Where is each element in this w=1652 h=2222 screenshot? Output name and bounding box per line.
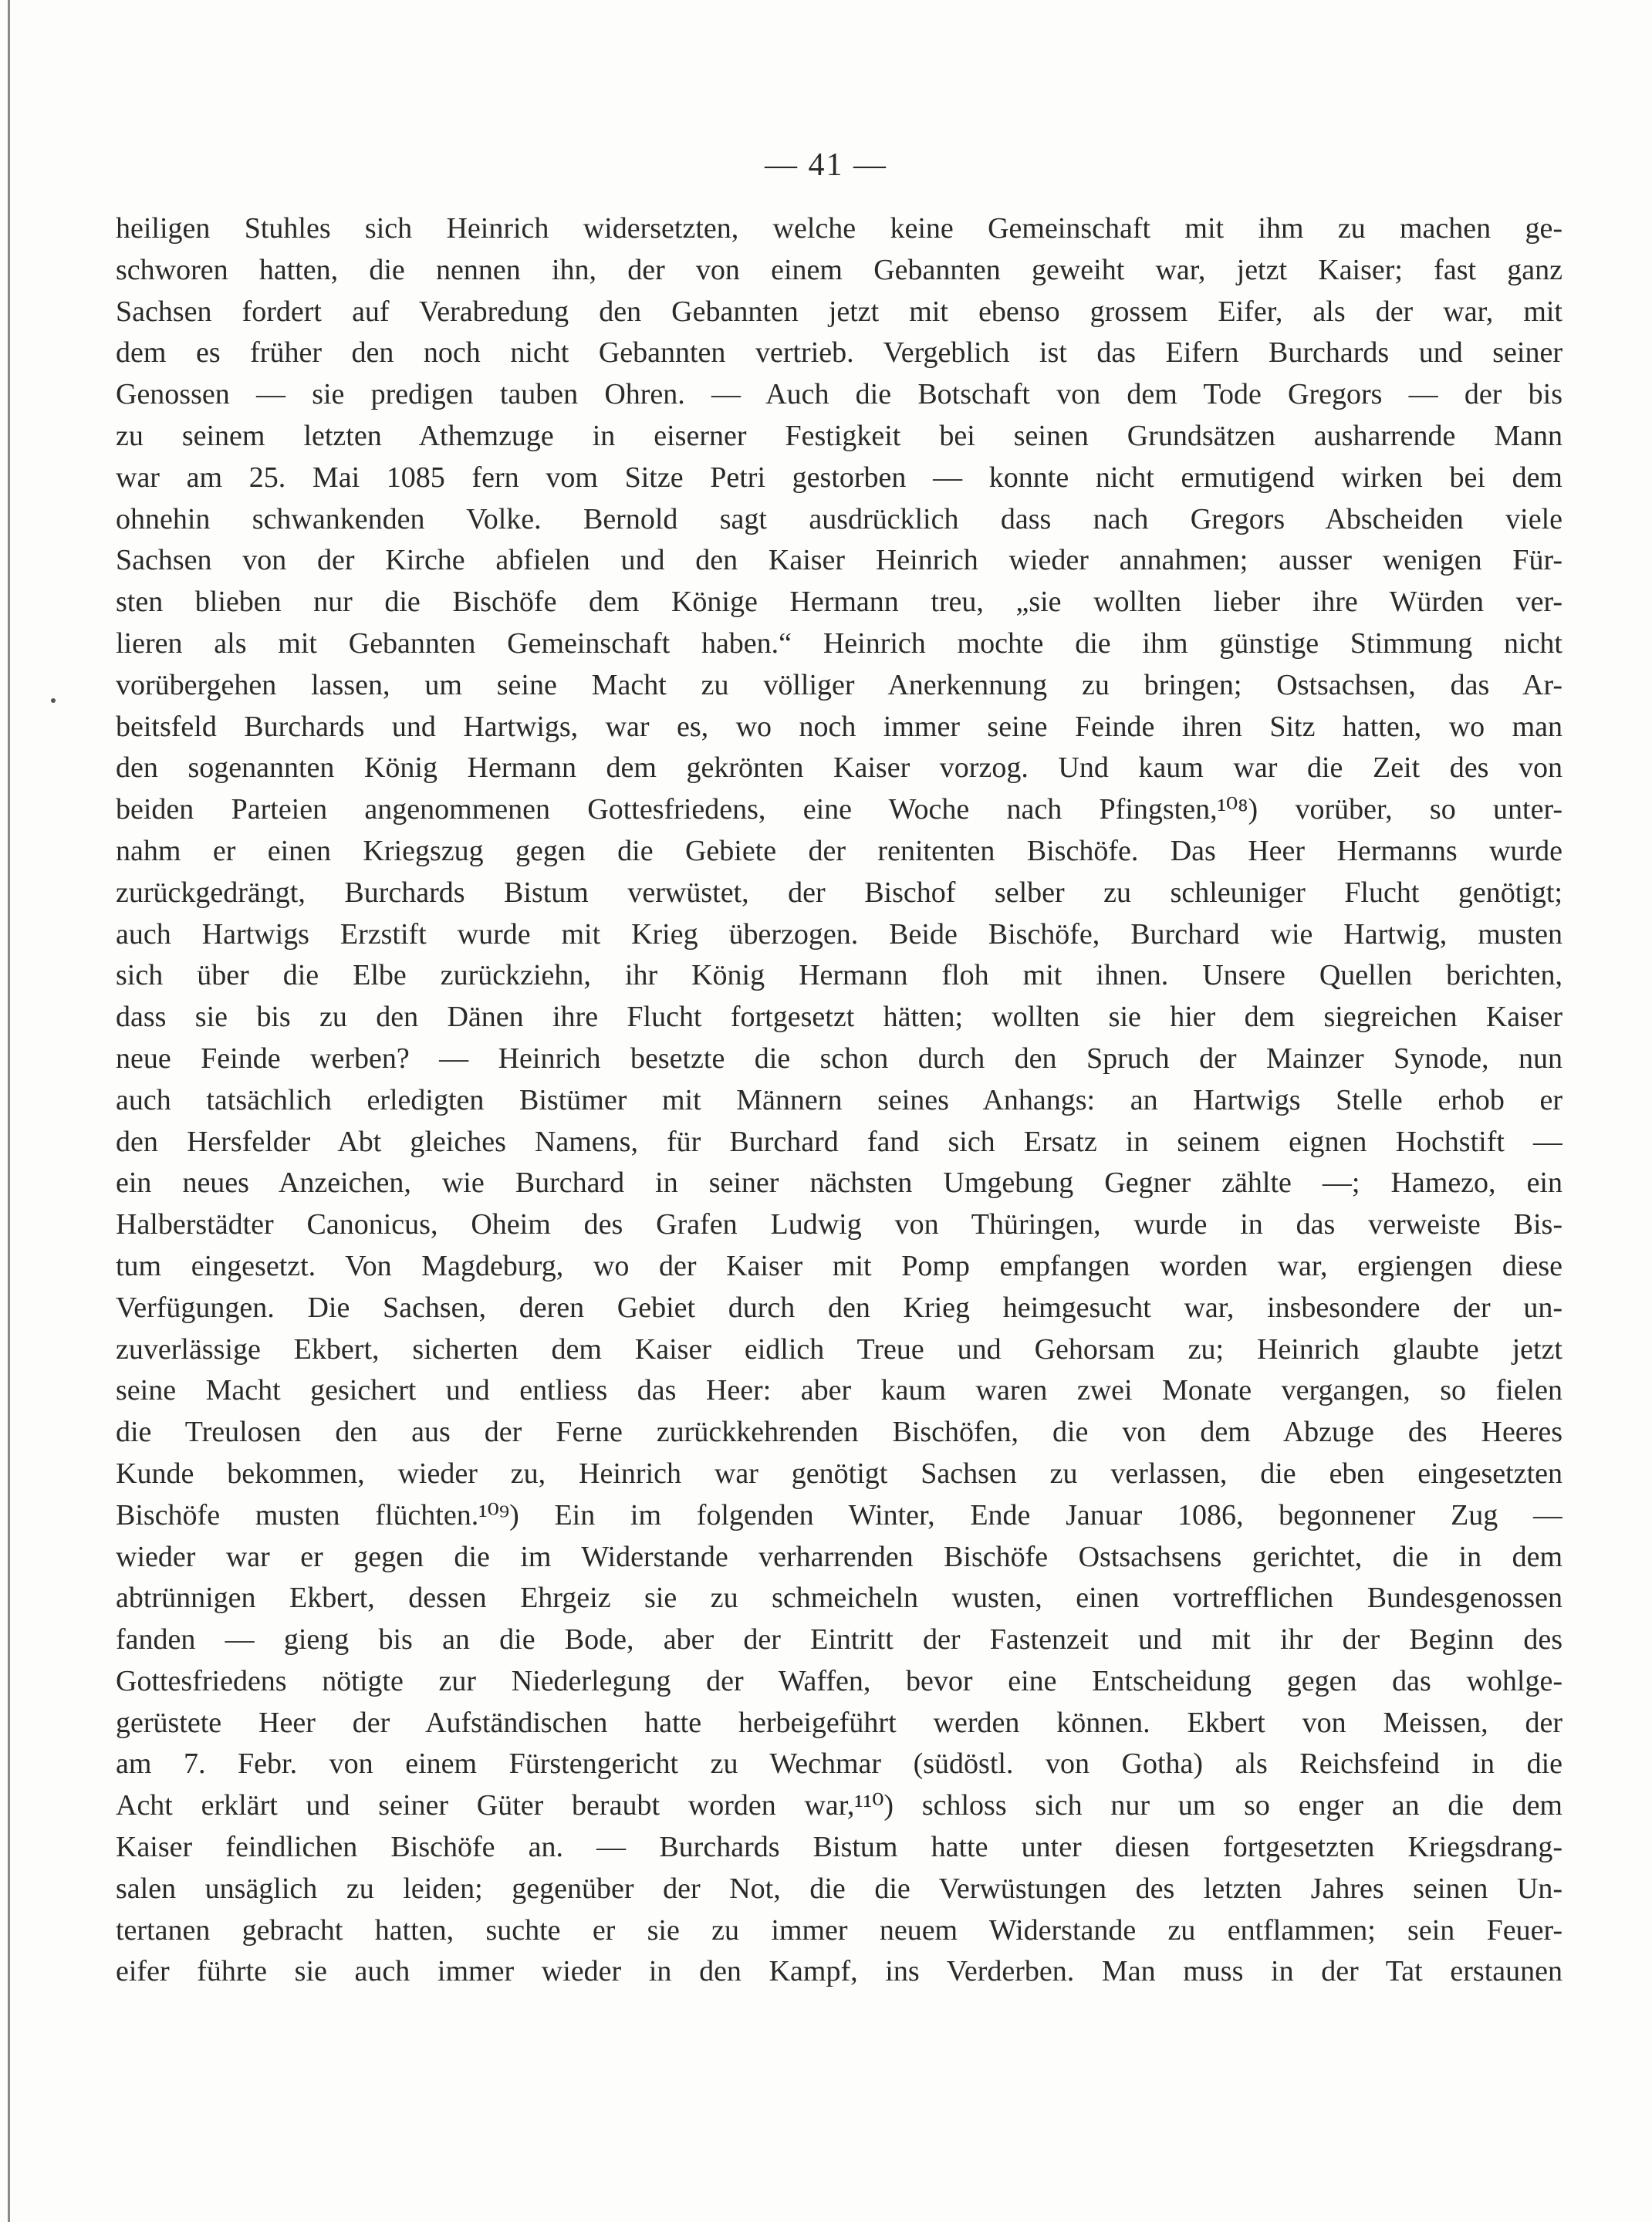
text-line: ohnehin schwankenden Volke. Bernold sagt ausdrücklich dass nach Gregors Abscheiden viele — [116, 502, 1562, 535]
text-line: Verfügungen. Die Sachsen, deren Gebiet durch den Krieg heimgesucht war, insbesondere der un- — [116, 1291, 1562, 1324]
text-line: sten blieben nur die Bischöfe dem Könige Hermann treu, „sie wollten lieber ihre Würden ver- — [116, 586, 1562, 619]
text-line: wieder war er gegen die im Widerstande verharrenden Bischöfe Ostsachsens gerichtet, die in dem — [116, 1540, 1562, 1573]
text-line: dem es früher den noch nicht Gebannten vertrieb. Vergeblich ist das Eifern Burchards und seiner — [116, 336, 1562, 370]
text-line: dass sie bis zu den Dänen ihre Flucht fortgesetzt hätten; wollten sie hier dem siegreichen Kaiser — [116, 1001, 1562, 1034]
text-line: beitsfeld Burchards und Hartwigs, war es, wo noch immer seine Feinde ihren Sitz hatten, wo man — [116, 710, 1562, 743]
text-line: Sachsen fordert auf Verabredung den Gebannten jetzt mit ebenso grossem Eifer, als der war, mit — [116, 295, 1562, 328]
text-line: lieren als mit Gebannten Gemeinschaft haben.“ Heinrich mochte die ihm günstige Stimmung nicht — [116, 626, 1562, 660]
text-line: Sachsen von der Kirche abfielen und den Kaiser Heinrich wieder annahmen; ausser wenigen Für- — [116, 544, 1562, 577]
text-line: am 7. Febr. von einem Fürstengericht zu Wechmar (südöstl. von Gotha) als Reichsfeind in die — [116, 1748, 1562, 1781]
text-line: Genossen — sie predigen tauben Ohren. — Auch die Botschaft von dem Tode Gregors — der bis — [116, 378, 1562, 411]
text-line: zuverlässige Ekbert, sicherten dem Kaiser eidlich Treue und Gehorsam zu; Heinrich glaubte jetzt — [116, 1332, 1562, 1366]
text-line: Gottesfriedens nötigte zur Niederlegung der Waffen, bevor eine Entscheidung gegen das wohlge- — [116, 1664, 1562, 1697]
text-line: auch tatsächlich erledigten Bistümer mit Männern seines Anhangs: an Hartwigs Stelle erhob er — [116, 1083, 1562, 1116]
text-line: schworen hatten, die nennen ihn, der von einem Gebannten geweiht war, jetzt Kaiser; fast ganz — [116, 253, 1562, 286]
text-line: Bischöfe musten flüchten.¹⁰⁹) Ein im folgenden Winter, Ende Januar 1086, begonnener Zug — — [116, 1498, 1562, 1531]
text-line: sich über die Elbe zurückziehn, ihr König Hermann floh mit ihnen. Unsere Quellen berichten, — [116, 959, 1562, 992]
body-text — [116, 208, 1562, 1993]
text-line: die Treulosen den aus der Ferne zurückkehrenden Bischöfen, die von dem Abzuge des Heeres — [116, 1416, 1562, 1449]
text-line: war am 25. Mai 1085 fern vom Sitze Petri gestorben — konnte nicht ermutigend wirken bei dem — [116, 461, 1562, 494]
text-line: Kaiser feindlichen Bischöfe an. — Burchards Bistum hatte unter diesen fortgesetzten Kriegsdrang- — [116, 1831, 1562, 1864]
text-line: fanden — gieng bis an die Bode, aber der Eintritt der Fastenzeit und mit ihr der Beginn des — [116, 1623, 1562, 1656]
text-line: gerüstete Heer der Aufständischen hatte herbeigeführt werden können. Ekbert von Meissen, der — [116, 1706, 1562, 1739]
text-line: vorübergehen lassen, um seine Macht zu völliger Anerkennung zu bringen; Ostsachsen, das Ar- — [116, 668, 1562, 701]
text-line: Kunde bekommen, wieder zu, Heinrich war genötigt Sachsen zu verlassen, die eben eingesetzten — [116, 1457, 1562, 1490]
text-line: zu seinem letzten Athemzuge in eiserner Festigkeit bei seinen Grundsätzen ausharrende Mann — [116, 419, 1562, 452]
text-line: salen unsäglich zu leiden; gegenüber der Not, die die Verwüstungen des letzten Jahres seinen Un- — [116, 1872, 1562, 1905]
text-line: neue Feinde werben? — Heinrich besetzte die schon durch den Spruch der Mainzer Synode, nun — [116, 1042, 1562, 1075]
page-number: — 41 — — [765, 147, 887, 183]
text-line: ein neues Anzeichen, wie Burchard in seiner nächsten Umgebung Gegner zählte —; Hamezo, ein — [116, 1167, 1562, 1200]
text-line: abtrünnigen Ekbert, dessen Ehrgeiz sie zu schmeicheln wusten, einen vortrefflichen Bundesgenossen — [116, 1582, 1562, 1615]
text-line: Acht erklärt und seiner Güter beraubt worden war,¹¹⁰) schloss sich nur um so enger an die dem — [116, 1789, 1562, 1822]
text-line: nahm er einen Kriegszug gegen die Gebiete der renitenten Bischöfe. Das Heer Hermanns wurde — [116, 834, 1562, 867]
text-line: zurückgedrängt, Burchards Bistum verwüstet, der Bischof selber zu schleuniger Flucht genötigt; — [116, 876, 1562, 909]
text-line: seine Macht gesichert und entliess das Heer: aber kaum waren zwei Monate vergangen, so fielen — [116, 1374, 1562, 1407]
text-line: den sogenannten König Hermann dem gekrönten Kaiser vorzog. Und kaum war die Zeit des von — [116, 751, 1562, 785]
text-line: tertanen gebracht hatten, suchte er sie zu immer neuem Widerstande zu entflammen; sein Feuer- — [116, 1913, 1562, 1947]
text-line: Halberstädter Canonicus, Oheim des Grafen Ludwig von Thüringen, wurde in das verweiste Bis- — [116, 1208, 1562, 1241]
text-line: auch Hartwigs Erzstift wurde mit Krieg überzogen. Beide Bischöfe, Burchard wie Hartwig, musten — [116, 917, 1562, 951]
text-line: eifer führte sie auch immer wieder in den Kampf, ins Verderben. Man muss in der Tat erstaunen — [116, 1955, 1562, 1988]
margin-mark — [51, 698, 56, 703]
text-line: beiden Parteien angenommenen Gottesfriedens, eine Woche nach Pfingsten,¹⁰⁸) vorüber, so unter- — [116, 793, 1562, 826]
text-line: den Hersfelder Abt gleiches Namens, für Burchard fand sich Ersatz in seinem eignen Hochstift — — [116, 1125, 1562, 1158]
page-edge-line — [8, 0, 10, 2222]
text-line: heiligen Stuhles sich Heinrich widersetzten, welche keine Gemeinschaft mit ihm zu machen ge- — [116, 212, 1562, 245]
text-line: tum eingesetzt. Von Magdeburg, wo der Kaiser mit Pomp empfangen worden war, ergiengen diese — [116, 1249, 1562, 1282]
